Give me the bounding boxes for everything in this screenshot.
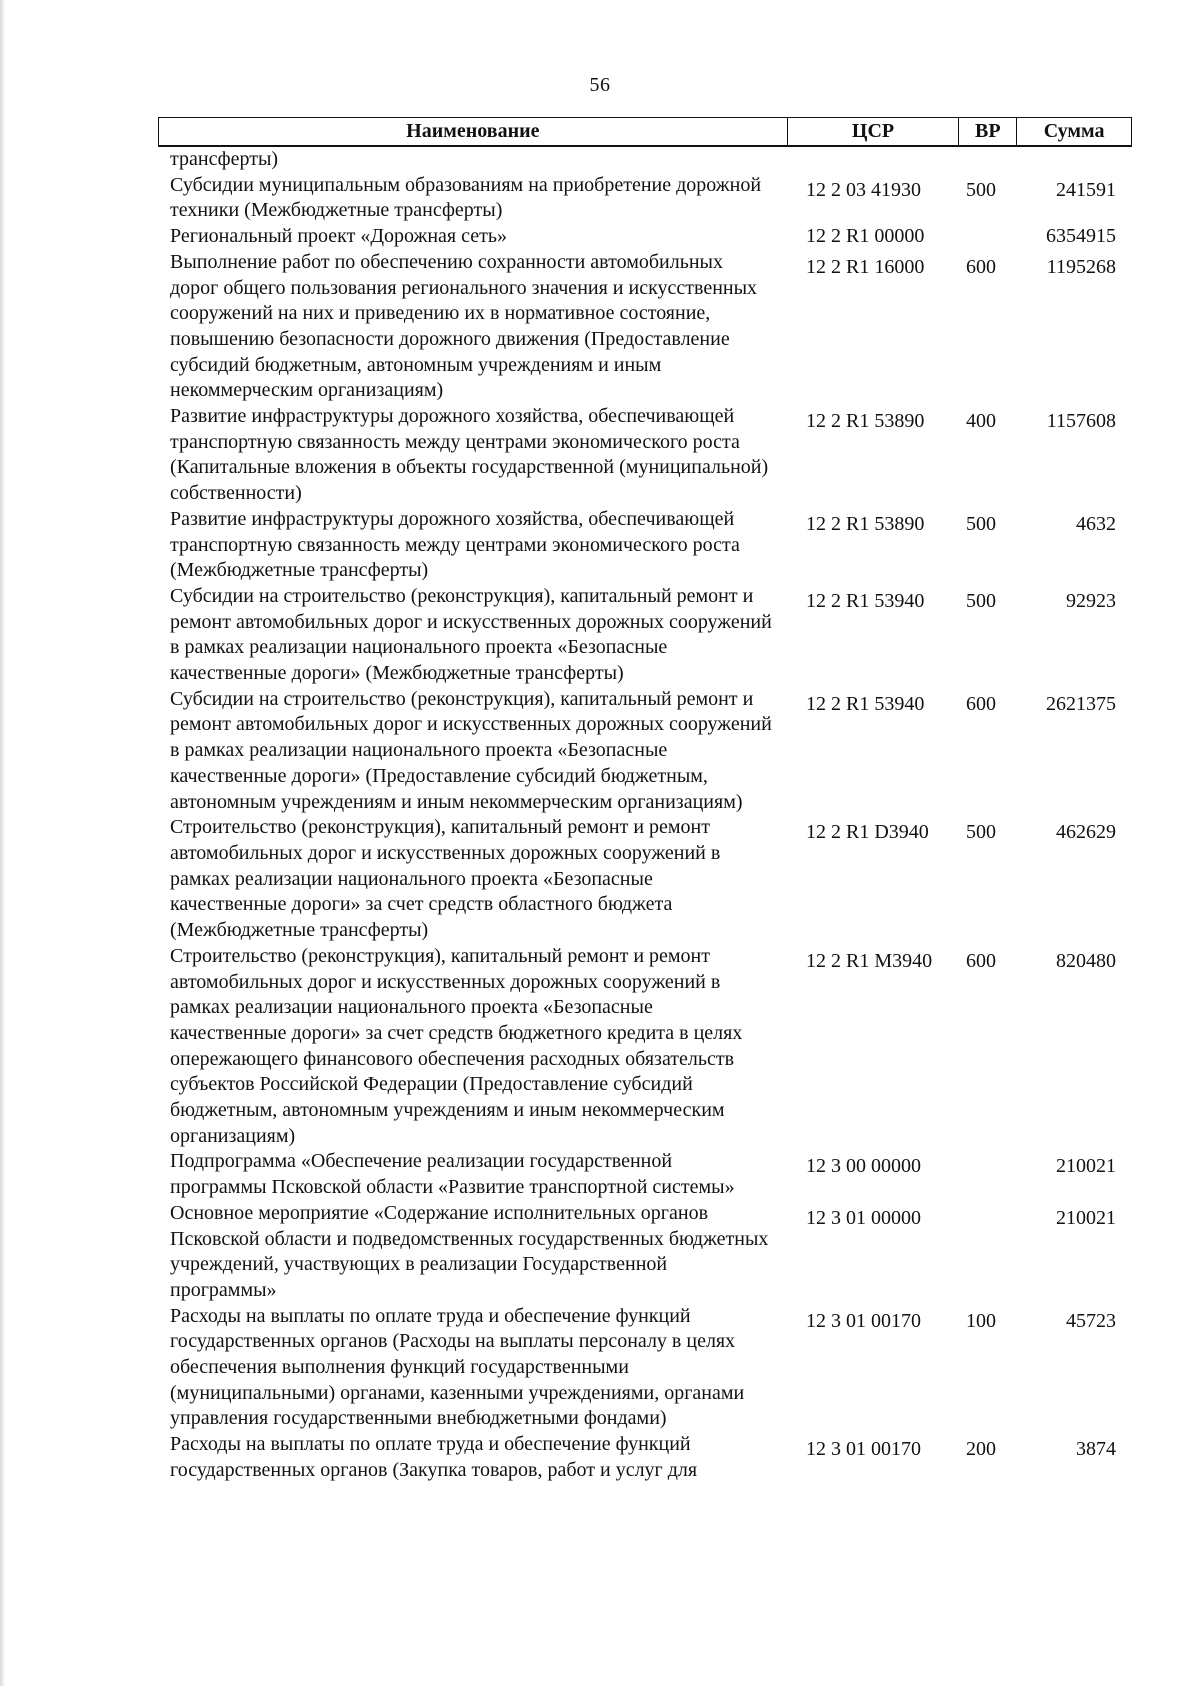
row-vr-code: 400 [966,410,996,433]
row-csr-code: 12 2 R1 M3940 [806,949,933,972]
row-csr-code: 12 2 R1 53890 [806,512,925,535]
row-csr-code: 12 2 R1 16000 [806,255,925,278]
row-csr-code: 12 2 R1 D3940 [806,821,929,844]
row-vr-code: 500 [966,821,996,844]
row-name: Строительство (реконструкция), капитальный ремонт и ремонт автомобильных дорог и искусственных дорожных сооружений в рамках реализации национального проекта «Безопасные качественные дороги» за счет средств областного бюджета (Межбюджетные трансферты) [170,816,721,942]
row-vr-code [960,1201,1018,1206]
row-name: Субсидии на строительство (реконструкция), капитальный ремонт и ремонт автомобильных дорог и искусственных дорожных сооружений в рамках реализации национального проекта «Безопасные качественные дороги» (Предоставление субсидий бюджетным, автономным учреждениям и иным некоммерческим организациям) [170,687,772,813]
row-sum: 820480 [1056,949,1116,972]
row-name: Расходы на выплаты по оплате труда и обеспечение функций государственных органов (Расходы на выплаты персоналу в целях обеспечения выполнения функций государственными (муниципальными) органами, казенными учреждениями, органами управления государственными внебюджетными фондами) [170,1304,745,1430]
row-sum: 210021 [1056,1206,1116,1229]
header-vr: ВР [959,118,1017,145]
row-sum: 4632 [1076,512,1116,535]
row-name: Развитие инфраструктуры дорожного хозяйства, обеспечивающей транспортную связанность между центрами экономического роста (Межбюджетные трансферты) [170,507,740,582]
row-vr-code: 600 [966,255,996,278]
table-row [158,1201,1132,1304]
table-row [158,173,1132,224]
row-csr-code: 12 3 01 00170 [806,1438,921,1461]
row-vr-code: 200 [966,1438,996,1461]
row-csr-code: 12 3 01 00170 [806,1309,921,1332]
table-row [158,250,1132,404]
row-sum: 2621375 [1046,692,1116,715]
row-name: Субсидии муниципальным образованиям на приобретение дорожной техники (Межбюджетные трансферты) [170,173,762,222]
header-csr: ЦСР [788,118,960,145]
table-body [158,147,1132,1484]
table-row [158,815,1132,944]
row-name: Подпрограмма «Обеспечение реализации государственной программы Псковской области «Развитие транспортной системы» [170,1150,735,1199]
header-name: Наименование [159,118,788,145]
scan-edge [0,0,6,1686]
page-number: 56 [589,74,611,96]
row-name: Основное мероприятие «Содержание исполнительных органов Псковской области и подведомственных государственных бюджетных учреждений, участвующих в реализации Государственной программы» [170,1201,769,1301]
table-row [158,1304,1132,1433]
row-csr-code: 12 2 R1 53940 [806,692,925,715]
row-sum: 45723 [1066,1309,1116,1332]
row-vr-code: 500 [966,178,996,201]
row-sum: 1195268 [1046,255,1116,278]
table-row [158,1432,1132,1483]
row-sum: 1157608 [1046,410,1116,433]
header-sum: Сумма [1043,120,1105,142]
row-vr-code [960,1149,1018,1154]
row-sum: 6354915 [1046,225,1116,248]
row-name: Субсидии на строительство (реконструкция), капитальный ремонт и ремонт автомобильных дорог и искусственных дорожных сооружений в рамках реализации национального проекта «Безопасные качественные дороги» (Межбюджетные трансферты) [170,584,772,685]
table-header [158,117,1132,147]
table-row [158,147,1132,173]
row-name: Расходы на выплаты по оплате труда и обеспечение функций государственных органов (Закупка товаров, работ и услуг для [170,1433,698,1481]
row-csr-code: 12 3 01 00000 [806,1206,921,1229]
table-row [158,1149,1132,1200]
table-row [158,507,1132,584]
table-row [158,687,1132,816]
row-sum: 3874 [1076,1438,1116,1461]
row-sum: 462629 [1056,821,1116,844]
row-sum: 241591 [1056,178,1116,201]
row-name: Развитие инфраструктуры дорожного хозяйства, обеспечивающей транспортную связанность между центрами экономического роста (Капитальные вложения в объекты государственной (муниципальной) собственности) [170,405,769,505]
row-csr-code: 12 2 R1 53890 [806,410,925,433]
table-row [158,584,1132,687]
row-vr-code: 600 [966,692,996,715]
row-name: Строительство (реконструкция), капитальный ремонт и ремонт автомобильных дорог и искусственных дорожных сооружений в рамках реализации национального проекта «Безопасные качественные дороги» за счет средств бюджетного кредита в целях опережающего финансового обеспечения расходных обязательств субъектов Российской Федерации (Предоставление субсидий бюджетным, автономным учреждениям и иным некоммерческим организациям) [170,944,743,1147]
row-sum: 92923 [1066,589,1116,612]
row-vr-code: 600 [966,949,996,972]
row-vr-code: 500 [966,589,996,612]
row-name: трансферты) [170,148,279,170]
row-name: Региональный проект «Дорожная сеть» [170,225,507,248]
row-csr-code: 12 3 00 00000 [806,1155,921,1178]
row-csr-code: 12 2 R1 53940 [806,589,925,612]
row-csr-code: 12 2 03 41930 [806,178,921,201]
table-row [158,944,1132,1150]
row-vr-code: 100 [966,1309,996,1332]
table-row [158,404,1132,507]
row-csr-code: 12 2 R1 00000 [806,225,925,248]
table-row [158,224,1132,250]
row-sum: 210021 [1056,1155,1116,1178]
row-vr-code: 500 [966,512,996,535]
budget-table [158,117,1132,1484]
row-name: Выполнение работ по обеспечению сохранности автомобильных дорог общего пользования регионального значения и искусственных сооружений на них и приведению их в нормативное состояние, повышению безопасности дорожного движения (Предоставление субсидий бюджетным, автономным учреждениям и иным некоммерческим организациям) [170,250,758,402]
